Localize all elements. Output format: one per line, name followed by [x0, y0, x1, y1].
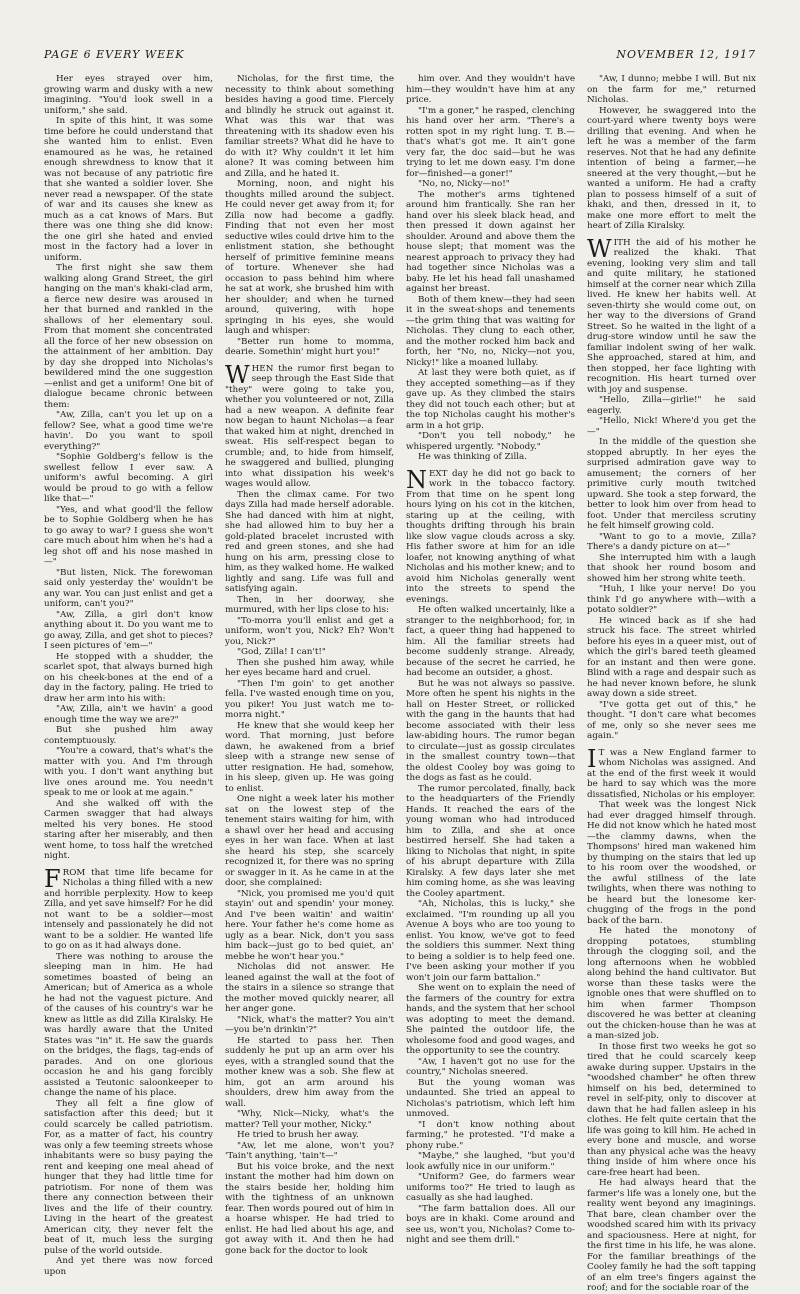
paragraph: "I'm a goner," he rasped, clenching his hand over her arm. "There's a rotten spot in my right lung. T. B.—that's what's got me. It ain't gone very far, the doc said—but he was trying to let me down easy. I'm done for—finished—a goner!" [406, 105, 575, 179]
paragraph: WHEN the rumor first began to seep through the East Side that "they" were going to take you, whether you volunteered or not, Zilla had a new weapon. A definite fear now began to haunt Nicholas—a fear that waked him at night, drenched in sweat. His self-respect began to crumble; and, to hide from himself, he swaggered and bullied, plunging into what dissipation his week's wages would allow. [225, 360, 394, 489]
paragraph: "Aw, Zilla, ain't we havin' a good enough time the way we are?" [44, 704, 213, 725]
paragraph: "Huh, I like your nerve! Do you think I'd go anywhere with—with a potato soldier?" [587, 584, 756, 615]
paragraph: Then she pushed him away, while her eyes became hard and cruel. [225, 657, 394, 678]
paragraph: But she pushed him away contemptuously. [44, 725, 213, 746]
paragraph: "Ah, Nicholas, this is lucky," she exclaimed. "I'm rounding up all you Avenue A boys who are too young to enlist. You know, we've got to feed the soldiers this summer. Next thing to being a soldier is to help feed one. I've been asking your mother if you won't join our farm battalion." [406, 899, 575, 983]
paragraph: He often walked uncertainly, like a stranger to the neighborhood; for, in fact, a queer thing had happened to him. All the familiar streets had become suddenly strange. Already, because of the secret he carried, he had become an outsider, a ghost. [406, 605, 575, 678]
paragraph: But he was not always so passive. More often he spent his nights in the hall on Hester Street, or rollicked with the gang in the haunts that had become associated with their less law-abiding hours. The rumor began to circulate—just as gossip circulates in the smallest country town—that the oldest Cooley boy was going to the dogs as fast as he could. [406, 678, 575, 783]
paragraph: "Want to go to a movie, Zilla? There's a dandy picture on at—" [587, 531, 756, 552]
paragraph: Then the climax came. For two days Zilla had made herself adorable. She had danced with him at night, she had allowed him to buy her a gold-plated bracelet incrusted with red and green stones, and she had hung on his arm, pressing close to him, as they walked home. He walked lightly and sang. Life was full and satisfying again. [225, 489, 394, 594]
paragraph: The rumor percolated, finally, back to the headquarters of the Friendly Hands. It reached the ears of the young woman who had introduced him to Zilla, and she at once bestirred herself. She had taken a liking to Nicholas that night, in spite of his abrupt departure with Zilla Kiralsky. A few days later she met him coming home, as she was leaving the Cooley apartment. [406, 783, 575, 899]
paragraph: "Aw, Zilla, can't you let up on a fellow? See, what a good time we're havin'. Do you want to spoil everything?" [44, 410, 213, 452]
paragraph: But his voice broke, and the next instant the mother had him down on the stairs beside her, holding him with the tightness of an unknown fear. Then words poured out of him in a hoarse whisper. He had tried to enlist. He had lied about his age, and got away with it. And then he had gone back for the doctor to look [225, 1161, 394, 1256]
paragraph: Nicholas, for the first time, the necessity to think about something besides having a good time. Fiercely and blindly he struck out against it. What was this war that was threatening with its shadow even his familiar streets? What did he have to do with it? Why couldn't it let him alone? It was coming between him and Zilla, and he hated it. [225, 74, 394, 179]
paragraph: There was nothing to arouse the sleeping man in him. He had sometimes boasted of being an American; but of America as a whole he had not the vaguest picture. And of the causes of his country's war he knew as little as did Zilla Kiralsky. He was hardly aware that the United States was "in" it. He saw the guards on the bridges, the flags, tag-ends of parades. And on one glorious occasion he and his gang forcibly assisted a Teutonic saloonkeeper to change the name of his place. [44, 951, 213, 1098]
paragraph: Her eyes strayed over him, growing warm and dusky with a new imagining. "You'd look swell in a uniform," she said. [44, 74, 213, 116]
paragraph: "Maybe," she laughed, "but you'd look awfully nice in our uniform." [406, 1151, 575, 1172]
paragraph: "But listen, Nick. The forewoman said only yesterday the' wouldn't be any war. You can just enlist and get a uniform, can't you?" [44, 567, 213, 609]
header-left: PAGE 6 EVERY WEEK [44, 48, 185, 61]
paragraph: "Hello, Nick! Where'd you get the—" [587, 416, 756, 437]
paragraph: WITH the aid of his mother he realized the khaki. That evening, looking very slim and tall and quite military, he stationed himself at the corner near which Zilla lived. He knew her habits well. At seven-thirty she would come out, on her way to the diversions of Grand Street. So he waited in the light of a drug-store window until he saw the familiar indolent swing of her walk. She approached, stared at him, and then stopped, her face lighting with recognition. His heart turned over with joy and suspense. [587, 234, 756, 395]
paragraph: "I've gotta get out of this," he thought. "I don't care what becomes of me, only so she never sees me again." [587, 699, 756, 741]
paragraph: However, he swaggered into the court-yard where twenty boys were drilling that evening. And when he left he was a member of the farm reserves. Not that he had any definite intention of being a farmer,—he sneered at the very thought,—but he wanted a uniform. He had a crafty plan to possess himself of a suit of khaki, and then, dressed in it, to make one more effort to melt the heart of Zilla Kiralsky. [587, 105, 756, 231]
paragraph: She interrupted him with a laugh that shook her round bosom and showed him her strong white teeth. [587, 552, 756, 584]
paragraph: They all felt a fine glow of satisfaction after this deed; but it could scarcely be called patriotism. For, as a matter of fact, his country was only a few teeming streets whose inhabitants were so busy paying the rent and keeping one meal ahead of hunger that they had little time for patriotism. For none of them was there any connection between their lives and the life of their country. Living in the heart of the greatest American city, they never felt the beat of it, much less the surging pulse of the world outside. [44, 1098, 213, 1256]
paragraph: "Aw, Zilla, a girl don't know anything about it. Do you want me to go away, Zilla, and get shot to pieces? I seen pictures of 'em—" [44, 609, 213, 651]
paragraph: One night a week later his mother sat on the lowest step of the tenement stairs waiting for him, with a shawl over her head and accusing eyes in her wan face. When at last she heard his step, she scarcely recognized it, for there was no spring or swagger in it. As he came in at the door, she complained: [225, 794, 394, 888]
column-2 [225, 74, 394, 1294]
paragraph: "Nick, what's the matter? You ain't—you be'n drinkin'?" [225, 1014, 394, 1035]
column-1 [44, 74, 213, 1294]
paragraph: She went on to explain the need of the farmers of the country for extra hands, and the system that her school was adopting to meet the demand. She painted the outdoor life, the wholesome food and good wages, and the opportunity to see the country. [406, 983, 575, 1056]
paragraph: He was thinking of Zilla. [418, 452, 528, 462]
paragraph: "I don't know nothing about farming," he protested. "I'd make a phony rube." [406, 1119, 575, 1151]
paragraph: But the young woman was undaunted. She tried an appeal to Nicholas's patriotism, which left him unmoved. [406, 1077, 575, 1119]
paragraph: Then, in her doorway, she murmured, with her lips close to his: [225, 594, 394, 615]
paragraph: "The farm battalion does. All our boys are in khaki. Come around and see us, won't you, Nicholas? Come to-night and see them drill." [406, 1203, 575, 1245]
paragraph: He had always heard that the farmer's life was a lonely one, but the reality went beyond any imaginings. That bare, clean chamber over the woodshed scared him with its privacy and spaciousness. Here at night, for the first time in his life, he was alone. For the familiar breathings of the Cooley family he had the soft tapping of an elm tree's fingers against the roof; and for the sociable roar of the [587, 1178, 756, 1293]
paragraph: In the middle of the question she stopped abruptly. In her eyes the surprised admiration gave way to amusement; the corners of her primitive curly mouth twitched upward. She took a step forward, the better to look him over from head to foot. Under that merciless scrutiny he felt himself growing cold. [587, 437, 756, 531]
paragraph: In those first two weeks he got so tired that he could scarcely keep awake during supper. Upstairs in the "woodshed chamber" he often threw himself on his bed, determined to revel in self-pity, only to discover at dawn that he had fallen asleep in his clothes. He felt quite certain that the life was going to kill him. He ached in every bone and muscle, and worse than any physical ache was the heavy thing inside of him where once his care-free heart had been. [587, 1041, 756, 1178]
paragraph: "Aw, I haven't got no use for the country," Nicholas sneered. [406, 1056, 575, 1077]
paragraph: "Then I'm goin' to get another fella. I've wasted enough time on you, you piker! You just watch me to-morra night." [225, 678, 394, 720]
paragraph: At last they were both quiet, as if they accepted something—as if they gave up. As they climbed the stairs they did not touch each other; but at the top Nicholas caught his mother's arm in a hot grip. [406, 368, 575, 431]
paragraph: NEXT day he did not go back to work in the tobacco factory. From that time on he spent long hours lying on his cot in the kitchen, staring up at the ceiling, with thoughts drifting through his brain like slow vague clouds across a sky. His father swore at him for an idle loafer, not knowing anything of what Nicholas and his mother knew; and to avoid him Nicholas generally went into the streets to spend the evenings. [406, 465, 575, 605]
paragraph: him over. And they wouldn't have him—they wouldn't have him at any price. [406, 74, 575, 105]
paragraph: "Don't you tell nobody," he whispered urgently. "Nobody." [406, 431, 575, 452]
column-3 [406, 74, 575, 1294]
page-header [44, 48, 756, 64]
paragraph: "Uniform? Gee, do farmers wear uniforms too?" He tried to laugh as casually as she had laughed. [406, 1172, 575, 1203]
paragraph: FROM that time life became for Nicholas a thing filled with a new and horrible perplexity. How to keep Zilla, and yet save himself? For he did not want to be a soldier—most intensely and passionately he did not want to be a soldier. He wanted life to go on as it had always done. [44, 864, 213, 951]
paragraph: The mother's arms tightened around him frantically. She ran her hand over his sleek black head, and then pressed it down against her shoulder. Around and above them the house slept; that moment was the nearest approach to privacy they had had together since Nicholas was a baby. He let his head fall unashamed against her breast. [406, 189, 575, 294]
paragraph: "Yes, and what good'll the fellow be to Sophie Goldberg when he has to go away to war? I guess she won't care much about him when he's had a leg shot off and his nose mashed in—" [44, 504, 213, 567]
paragraph: "To-morra you'll enlist and get a uniform, won't you, Nick? Eh? Won't you, Nick?" [225, 615, 394, 647]
paragraph: "Nick, you promised me you'd quit stayin' out and spendin' your money. And I've been waitin' and waitin' here. Your father he's come home as ugly as a bear. Nick, don't you sass him back—just go to bed quiet, an' mebbe he won't hear you." [225, 888, 394, 962]
paragraph: "You're a coward, that's what's the matter with you. And I'm through with you. I don't want anything but live ones around me. You needn't speak to me or look at me again." [44, 746, 213, 798]
paragraph: He hated the monotony of dropping potatoes, stumbling through the clogging soil, and the long afternoons when he wobbled along behind the hand cultivator. But worse than these tasks were the ignoble ones that were shuffled on to him when farmer Thompson discovered he was better at cleaning out the chicken-house than he was at a man-sized job. [587, 926, 756, 1041]
paragraph: "Aw, let me alone, won't you? 'Tain't anything, 'tain't—" [225, 1140, 394, 1161]
paragraph: The first night she saw them walking along Grand Street, the girl hanging on the man's khaki-clad arm, a fierce new desire was aroused in her that burned and rankled in the shallows of her elementary soul. From that moment she concentrated all the force of her new obsession on the attainment of her ambition. Day by day she dropped into Nicholas's bewildered mind the one suggestion—enlist and get a uniform! One bit of dialogue became chronic between them: [44, 263, 213, 410]
paragraph: He winced back as if she had struck his face. The street whirled before his eyes in a queer mist, out of which the girl's bared teeth gleamed for an instant and then were gone. Blind with a rage and despair such as he had never known before, he slunk away down a side street. [587, 615, 756, 699]
paragraph: Both of them knew—they had seen it in the sweat-shops and tenements—the grim thing that was waiting for Nicholas. They clung to each other, and the mother rocked him back and forth, her "No, no, Nicky—not you, Nicky!" like a moaned lullaby. [406, 294, 575, 368]
paragraph: And yet there was now forced upon [44, 1256, 213, 1277]
paragraph: He stopped with a shudder, the scarlet spot, that always burned high on his cheek-bones at the end of a day in the factory, paling. He tried to draw her arm into his with: [44, 651, 213, 704]
paragraph: Morning, noon, and night his thoughts milled around the subject. He could never get away from it; for Zilla now had become a gadfly. Finding that not even her most seductive wiles could drive him to the enlistment station, she bethought herself of primitive feminine means of torture. Whenever she had occasion to pass behind him where he sat at work, she brushed him with her shoulder; and when he turned around, quivering, with hope springing in his eyes, she would laugh and whisper: [225, 179, 394, 336]
paragraph: That week was the longest Nick had ever dragged himself through. He did not know which he hated most—the clammy dawns, when the Thompsons' hired man wakened him by thumping on the stairs that led up to his room over the woodshed, or the awful stillness of the late twilights, when there was nothing to be heard but the lonesome ker-chugging of the frogs in the pond back of the barn. [587, 800, 756, 926]
paragraph: "Better run home to momma, dearie. Somethin' might hurt you!" [225, 336, 394, 357]
paragraph: "Sophie Goldberg's fellow is the swellest fellow I ever saw. A uniform's awful becoming. A girl would be proud to go with a fellow like that—" [44, 452, 213, 504]
paragraph: "Why, Nick—Nicky, what's the matter? Tell your mother, Nicky." [225, 1109, 394, 1130]
paragraph: He knew that she would keep her word. That morning, just before dawn, he awakened from a brief sleep with a strange new sense of utter resignation. He had, somehow, in his sleep, given up. He was going to enlist. [225, 720, 394, 794]
paragraph: He tried to brush her away. [237, 1130, 359, 1140]
paragraph: And she walked off with the Carmen swagger that had always melted his very bones. He stood staring after her miserably, and then went home, to toss half the wretched night. [44, 798, 213, 861]
paragraph: "God, Zilla! I can't!" [237, 647, 326, 657]
paragraph: IT was a New England farmer to whom Nicholas was assigned. And at the end of the first week it would be hard to say which was the more dissatisfied, Nicholas or his employer. [587, 744, 756, 800]
column-4 [587, 74, 756, 1294]
paragraph: "Aw, I dunno; mebbe I will. But nix on the farm for me," returned Nicholas. [587, 74, 756, 105]
paragraph: Nicholas did not answer. He leaned against the wall at the foot of the stairs in a silence so strange that the mother moved quickly nearer, all her anger gone. [225, 962, 394, 1014]
paragraph: "Hello, Zilla—girlie!" he said eagerly. [587, 395, 756, 416]
paragraph: In spite of this hint, it was some time before he could understand that she wanted him to enlist. Even enamoured as he was, he retained enough shrewdness to know that it was not because of any patriotic fire that she wanted a soldier lover. She never read a newspaper. Of the state of war and its causes she knew as much as a cat knows of Mars. But there was one thing she did know: the one girl she hated and envied most in the factory had a lover in uniform. [44, 116, 213, 263]
article-columns [44, 74, 756, 1293]
paragraph: He started to pass her. Then suddenly he put up an arm over his eyes, with a strangled sound that the mother knew was a sob. She flew at him, got an arm around his shoulders, drew him away from the wall. [225, 1035, 394, 1109]
header-date: NOVEMBER 12, 1917 [616, 48, 756, 61]
paragraph: "No, no, Nicky—no!" [418, 179, 510, 189]
